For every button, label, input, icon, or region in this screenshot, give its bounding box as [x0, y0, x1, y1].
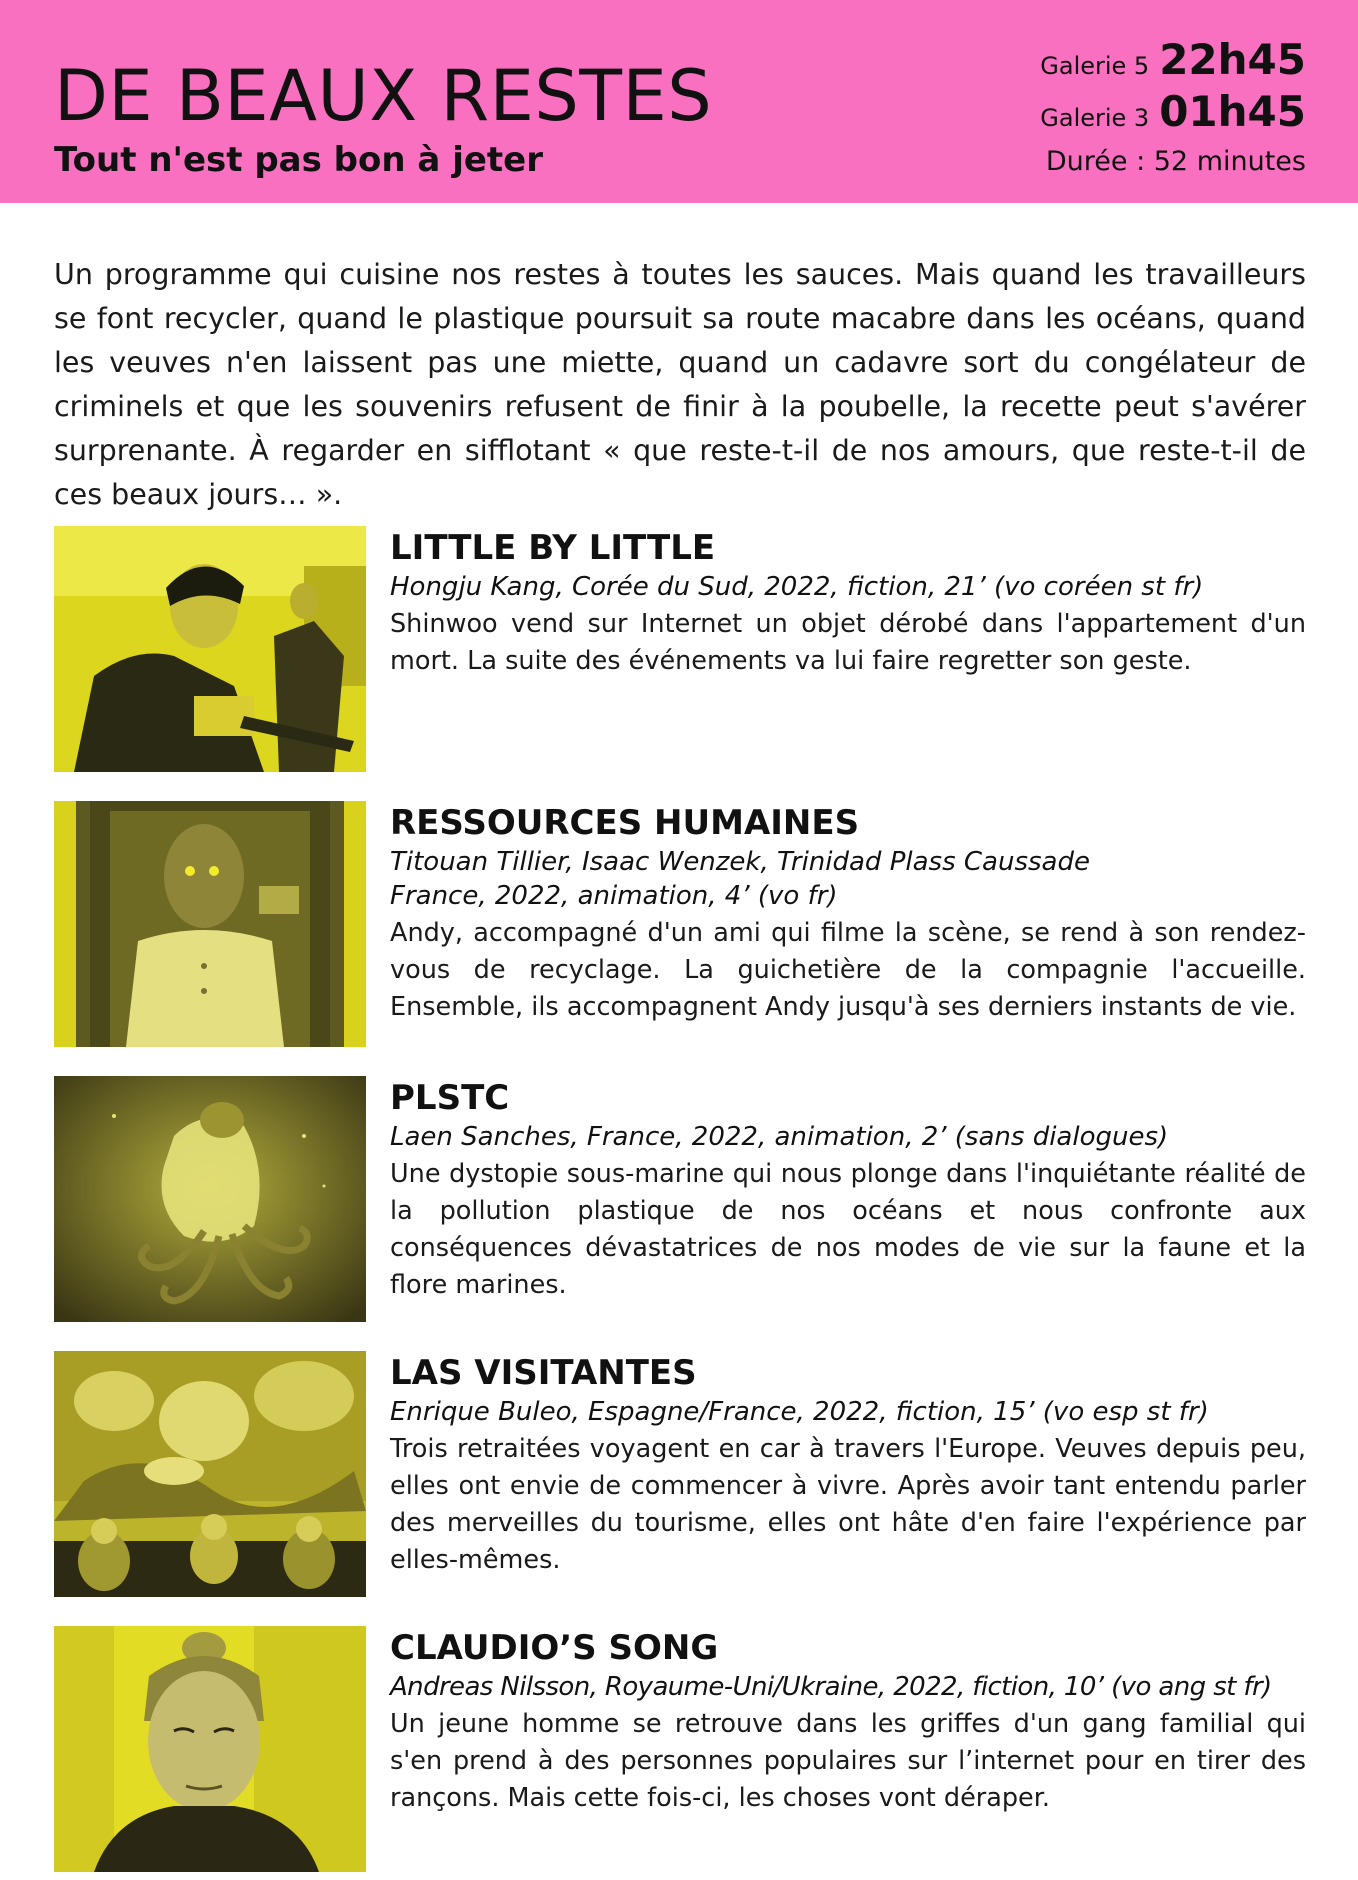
film-synopsis: Shinwoo vend sur Internet un objet dérobé dans l'appartement d'un mort. La suite des événements va lui faire regretter son geste. [390, 609, 1306, 676]
film-entry-little-by-little [54, 526, 1306, 776]
film-synopsis: Trois retraitées voyagent en car à travers l'Europe. Veuves depuis peu, elles ont envie de commencer à vivre. Après avoir tant entendu parler des merveilles du tourisme, elles ont hâte d'en faire l'expérience par elles-mêmes. [390, 1434, 1306, 1575]
film-thumbnail [54, 1626, 366, 1872]
film-credits: Hongju Kang, Corée du Sud, 2022, fiction, 21’ (vo coréen st fr) [390, 572, 1204, 602]
film-title: LITTLE BY LITTLE [390, 528, 716, 568]
program-subtitle: Tout n'est pas bon à jeter [54, 140, 543, 180]
film-credits: Andreas Nilsson, Royaume-Uni/Ukraine, 2022, fiction, 10’ (vo ang st fr) [390, 1672, 1272, 1702]
screening-time: 22h45 [1159, 35, 1306, 84]
film-title: RESSOURCES HUMAINES [390, 803, 860, 843]
film-thumbnail [54, 1076, 366, 1322]
program-intro: Un programme qui cuisine nos restes à toutes les sauces. Mais quand les travailleurs se font recycler, quand le plastique poursuit sa route macabre dans les océans, quand les veuves n'en laissent pas une miette, quand un cadavre sort du congélateur de criminels et que les souvenirs refusent de finir à la poubelle, la recette peut s'avérer surprenante. À regarder en sifflotant « que reste-t-il de nos amours, que reste-t-il de ces beaux jours… ». [54, 258, 1306, 511]
film-synopsis: Une dystopie sous-marine qui nous plonge dans l'inquiétante réalité de la pollution plastique de nos océans et nous confronte aux conséquences dévastatrices de nos modes de vie sur la faune et la flore marines. [390, 1159, 1306, 1300]
film-credits: Titouan Tillier, Isaac Wenzek, Trinidad Plass Caussade [390, 847, 1090, 877]
film-synopsis: Andy, accompagné d'un ami qui filme la scène, se rend à son rendez-vous de recyclage. La guichetière de la compagnie l'accueille. Ensemble, ils accompagnent Andy jusqu'à ses derniers instants de vie. [390, 918, 1306, 1022]
film-title: CLAUDIO’S SONG [390, 1628, 719, 1668]
program-title: DE BEAUX RESTES [54, 55, 713, 137]
program-header [0, 0, 1358, 203]
film-still-image [54, 526, 366, 772]
film-credits: Enrique Buleo, Espagne/France, 2022, fiction, 15’ (vo esp st fr) [390, 1397, 1209, 1427]
film-entry-ressources-humaines [54, 801, 1306, 1051]
schedule-block [886, 34, 1306, 182]
screening-1 [886, 34, 1306, 86]
film-thumbnail [54, 1351, 366, 1597]
film-synopsis: Un jeune homme se retrouve dans les griffes d'un gang familial qui s'en prend à des personnes populaires sur l’internet pour en tirer des rançons. Mais cette fois-ci, les choses vont déraper. [390, 1709, 1306, 1813]
screening-time: 01h45 [1159, 87, 1306, 136]
screening-2 [886, 86, 1306, 138]
film-still-image [54, 1351, 366, 1597]
film-still-image [54, 801, 366, 1047]
film-entry-plstc [54, 1076, 1306, 1326]
film-title: PLSTC [390, 1078, 510, 1118]
film-still-image [54, 1076, 366, 1322]
program-duration: Durée : 52 minutes [1045, 146, 1306, 177]
film-title: LAS VISITANTES [390, 1353, 697, 1393]
film-thumbnail [54, 526, 366, 772]
film-entry-las-visitantes [54, 1351, 1306, 1601]
film-thumbnail [54, 801, 366, 1047]
film-credits: Laen Sanches, France, 2022, animation, 2’ (sans dialogues) [390, 1122, 1169, 1152]
film-entry-claudios-song [54, 1626, 1306, 1876]
film-still-image [54, 1626, 366, 1872]
screening-venue: Galerie 3 [1040, 104, 1150, 132]
screening-venue: Galerie 5 [1040, 52, 1150, 80]
film-credits: France, 2022, animation, 4’ (vo fr) [390, 881, 838, 911]
